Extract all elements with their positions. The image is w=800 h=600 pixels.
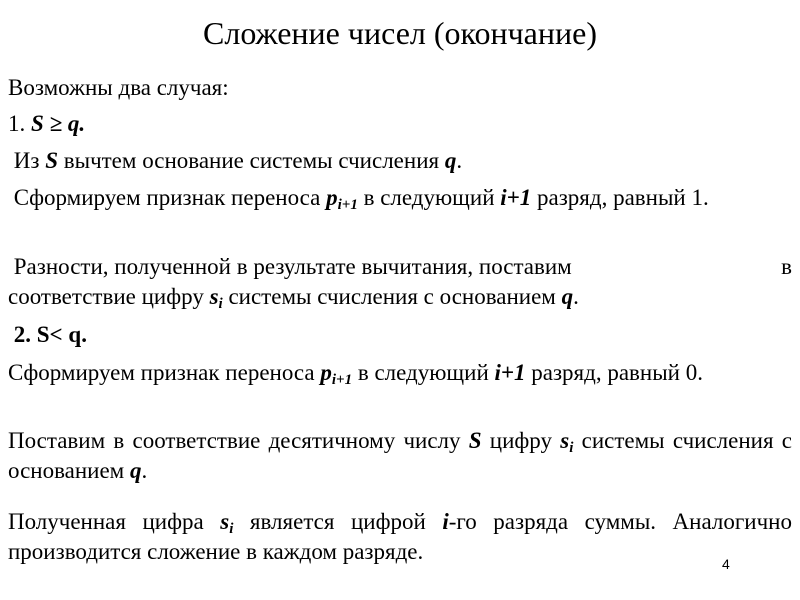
- text: в следующий: [352, 360, 495, 385]
- text: вычтем основание системы счисления: [58, 148, 445, 173]
- text: является цифрой: [233, 509, 443, 534]
- paragraph-map-digit: [8, 426, 792, 486]
- var-q: q: [130, 458, 142, 483]
- case-1-number: 1.: [8, 111, 31, 136]
- text: системы счисления с основанием: [222, 284, 562, 309]
- subscript: i: [569, 440, 574, 456]
- var-i: i: [442, 509, 449, 534]
- var-S: S: [468, 428, 482, 453]
- subscript: i+1: [337, 197, 358, 213]
- var-s: [560, 428, 574, 456]
- text: в: [781, 254, 792, 279]
- var-q: q: [561, 284, 574, 309]
- case-1-heading: [8, 109, 792, 139]
- text: .: [141, 458, 148, 483]
- case-2-heading: [8, 320, 792, 350]
- paragraph-subtract: [8, 146, 792, 176]
- text: соответствие цифру: [8, 284, 210, 309]
- text: s: [560, 428, 570, 453]
- var-s: [220, 509, 234, 537]
- paragraph-difference: [8, 252, 792, 312]
- var-q: q: [444, 148, 457, 173]
- text: Полученная цифра: [8, 509, 221, 534]
- text: p: [326, 185, 338, 210]
- text: Из: [13, 148, 46, 173]
- var-i: i+1: [500, 185, 532, 210]
- text: p: [320, 360, 332, 385]
- subscript: i: [218, 296, 223, 312]
- paragraph-carry-0: [8, 358, 792, 388]
- var-S: S: [45, 148, 58, 173]
- case-2-condition: 2. S< q.: [13, 322, 87, 347]
- line-1: [8, 252, 792, 282]
- text: Разности, полученной в результате вычитания, поставим: [13, 254, 572, 279]
- text: s: [220, 509, 230, 534]
- text: разряд, равный 1.: [531, 185, 709, 210]
- text: Поставим в соответствие десятичному числу: [8, 428, 469, 453]
- slide-title: Сложение чисел (окончание): [203, 15, 597, 51]
- text: Сформируем признак переноса: [13, 185, 327, 210]
- text: разряд, равный 0.: [525, 360, 703, 385]
- paragraph-carry-1: [8, 183, 792, 213]
- text: Сформируем признак переноса: [8, 360, 321, 385]
- page-number: 4: [722, 556, 730, 572]
- text: .: [456, 148, 463, 173]
- intro-text: Возможны два случая:: [8, 75, 229, 100]
- subscript: i: [229, 521, 234, 537]
- line-2: [8, 282, 792, 312]
- text: -го разряда суммы. Аналогично производится сложение в каждом разряде.: [8, 509, 792, 564]
- text: .: [573, 284, 579, 309]
- text: в следующий: [357, 185, 501, 210]
- text: s: [209, 284, 219, 309]
- paragraph-conclusion: [8, 507, 792, 567]
- text: системы счисления с основанием: [8, 428, 793, 483]
- subscript: i+1: [331, 372, 353, 388]
- var-p: [320, 360, 353, 388]
- text: цифру: [481, 428, 561, 453]
- case-1-condition: S ≥ q.: [31, 111, 86, 136]
- var-s: [209, 284, 223, 312]
- var-p: [326, 185, 358, 213]
- var-i: i+1: [494, 360, 526, 385]
